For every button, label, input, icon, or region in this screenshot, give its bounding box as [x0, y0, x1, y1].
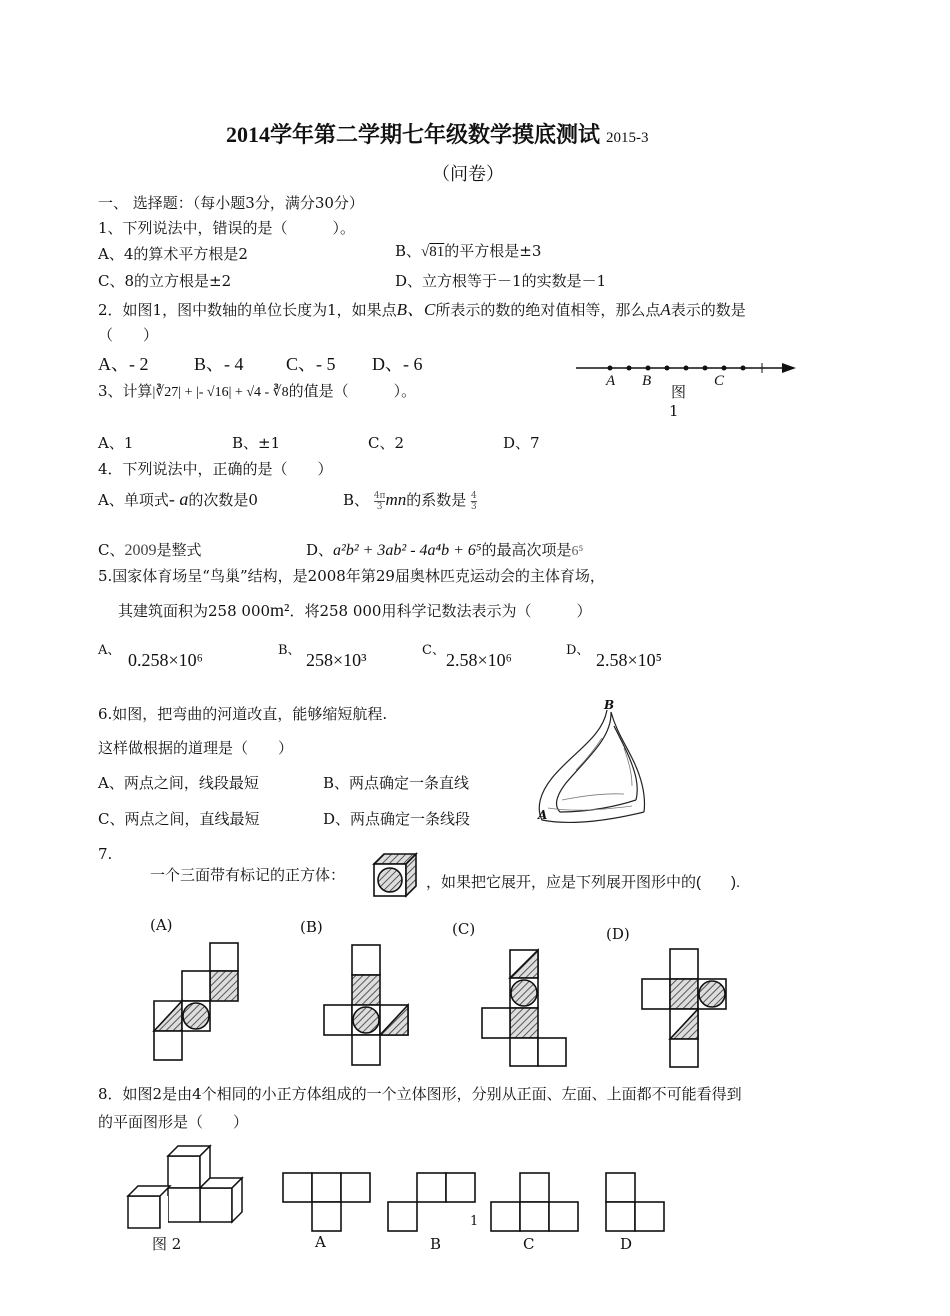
q5-unit: m² [270, 600, 290, 620]
view-option-c [488, 1170, 583, 1235]
q2-option-b: B、- 4 [194, 354, 244, 374]
q2-option-d: D、- 6 [372, 354, 423, 374]
q5-value-c: 2.58×10⁶ [446, 650, 512, 670]
date-text: 2015-3 [606, 130, 649, 146]
net-option-c [480, 945, 580, 1070]
q4-d-expression: a²b² + 3ab² - 4a⁴b + 6⁵ [333, 542, 482, 559]
number-line-label-a: A [606, 373, 616, 389]
q2-point-a: A [660, 300, 671, 319]
q1-option-a: A、4的算术平方根是2 [98, 245, 248, 263]
q1-b-suffix: 的平方根是±3 [444, 242, 542, 260]
figure-2-caption: 图 2 [152, 1235, 182, 1253]
q2-stem-2: 所表示的数的绝对值相等，那么点 [435, 301, 661, 319]
page-title [226, 118, 649, 149]
q7-label-b: (B) [300, 918, 323, 936]
view-label-c: C [523, 1235, 535, 1253]
figure-1-caption-b: 1 [669, 402, 679, 420]
q5-value-d: 2.58×10⁵ [596, 650, 662, 670]
q4-option-a [98, 489, 258, 510]
q4-c-number: 2009 [124, 542, 157, 559]
q5-letter-b: B、 [278, 643, 301, 658]
q4-b-fraction [374, 491, 386, 512]
view-label-a: A [315, 1233, 326, 1251]
q5-line-1: 5.国家体育场呈“鸟巢”结构，是2008年第29届奥林匹克运动会的主体育场， [98, 567, 605, 585]
q3-stem [98, 380, 416, 401]
q4-b-coef-num: 4 [471, 490, 477, 501]
number-line-figure [572, 358, 802, 428]
q1-stem: 1、下列说法中，错误的是（ ）。 [98, 219, 356, 237]
net-option-a [150, 940, 250, 1065]
q4-option-b [343, 489, 477, 512]
marked-cube-icon [372, 852, 420, 898]
q2-stem [98, 295, 746, 320]
q3-prefix: 3、计算 [98, 382, 153, 400]
q5-letter-a: A、 [98, 643, 121, 658]
q2-stem-3: 表示的数是 [670, 301, 746, 319]
section-heading: 一、 选择题：（每小题3分，满分30分） [98, 194, 364, 212]
q1-b-prefix: B、 [395, 242, 422, 260]
q4-option-d [306, 539, 583, 560]
title-text: 2014学年第二学期七年级数学摸底测试 [226, 122, 601, 147]
q4-b-coef-den: 3 [471, 501, 477, 512]
q1-option-b [395, 240, 541, 261]
q4-a-suffix: 的次数是0 [188, 491, 258, 509]
q2-paren: （ ） [98, 326, 159, 344]
q8-line-1: 8．如图2是由4个相同的小正方体组成的一个立体图形，分别从正面、左面、上面都不可能看得到 [98, 1085, 742, 1103]
q1-b-radicand: 81 [429, 244, 445, 260]
q6-option-b: B、两点确定一条直线 [323, 774, 470, 792]
view-option-a [280, 1170, 375, 1235]
q3-option-b: B、±1 [232, 434, 281, 452]
number-line-label-b: B [642, 373, 652, 389]
q8-line-2: 的平面图形是（ ） [98, 1113, 249, 1131]
q4-stem: 4．下列说法中，正确的是（ ） [98, 460, 333, 478]
view-option-d [603, 1170, 673, 1235]
q5-line2-suffix: ．将258 000用科学记数法表示为（ ） [289, 602, 592, 620]
q5-value-b: 258×10³ [306, 650, 367, 670]
q1-option-c: C、8的立方根是±2 [98, 272, 232, 290]
q2-option-a: A、- 2 [98, 354, 149, 374]
view-option-b [385, 1170, 480, 1235]
q4-a-prefix: A、单项式 [98, 491, 169, 509]
q3-suffix: 的值是（ ）。 [288, 382, 417, 400]
river-label-a: A [538, 808, 548, 822]
q3-option-a: A、1 [98, 434, 134, 452]
page-subtitle: （问卷） [432, 164, 504, 185]
q4-b-var: mn [385, 490, 407, 509]
river-figure [532, 708, 652, 833]
view-label-d: D [620, 1235, 633, 1253]
net-option-b [320, 940, 420, 1070]
q4-b-prefix: B、 [343, 491, 370, 509]
net-option-d [640, 945, 740, 1070]
q7-text-1: 一个三面带有标记的正方体： [150, 867, 346, 884]
page-number: 1 [470, 1214, 479, 1229]
q3-option-d: D、7 [503, 434, 540, 452]
q6-option-a: A、两点之间，线段最短 [98, 774, 259, 792]
q6-option-d: D、两点确定一条线段 [323, 810, 471, 828]
arrow-icon [782, 363, 796, 373]
q2-option-c: C、- 5 [286, 354, 336, 374]
q7-label-d: (D) [606, 925, 630, 943]
q4-c-suffix: 是整式 [156, 541, 202, 559]
q4-d-prefix: D、 [306, 541, 334, 559]
q7-text-2: ，如果把它展开，应是下列展开图形中的( ). [426, 874, 741, 891]
q4-a-math: - a [168, 489, 189, 509]
view-label-b: B [430, 1235, 442, 1253]
river-banks [539, 710, 644, 822]
figure-1-caption-a: 图 [671, 383, 687, 401]
q6-line-1: 6.如图，把弯曲的河道改直，能够缩短航程. [98, 705, 388, 723]
q5-value-a: 0.258×10⁶ [128, 650, 203, 670]
figure-2-solid [124, 1140, 249, 1235]
q6-line-2: 这样做根据的道理是（ ） [98, 739, 294, 757]
sqrt-symbol: √ [421, 244, 430, 260]
q4-b-frac-num: 4π [373, 490, 386, 501]
q1-option-d: D、立方根等于－1的实数是－1 [395, 272, 607, 290]
q7-number: 7. [98, 845, 113, 863]
q5-letter-c: C、 [422, 643, 445, 658]
q7-label-c: (C) [452, 920, 476, 938]
q4-d-answer: 6⁵ [571, 544, 584, 559]
q2-points: B、C [396, 300, 436, 319]
number-line-label-c: C [714, 373, 725, 389]
q4-b-frac-den: 3 [376, 501, 383, 512]
q4-option-c [98, 539, 202, 560]
q3-option-c: C、2 [368, 434, 405, 452]
q6-option-c: C、两点之间，直线最短 [98, 810, 260, 828]
q4-d-suffix: 的最高次项是 [481, 541, 572, 559]
river-label-b: B [604, 698, 615, 712]
q2-stem-1: 2．如图1，图中数轴的单位长度为1，如果点 [98, 301, 397, 319]
q5-line2-prefix: 其建筑面积为258 000 [118, 602, 271, 620]
q5-line-2 [118, 600, 591, 621]
q4-b-suffix: 的系数是 [406, 491, 467, 509]
q4-b-coef [471, 491, 477, 512]
q4-c-prefix: C、 [98, 541, 125, 559]
q5-letter-d: D、 [566, 643, 590, 658]
q3-expression: |∛27| + |- √16| + √4 - ∛8 [152, 385, 289, 400]
q7-label-a: (A) [150, 916, 173, 934]
